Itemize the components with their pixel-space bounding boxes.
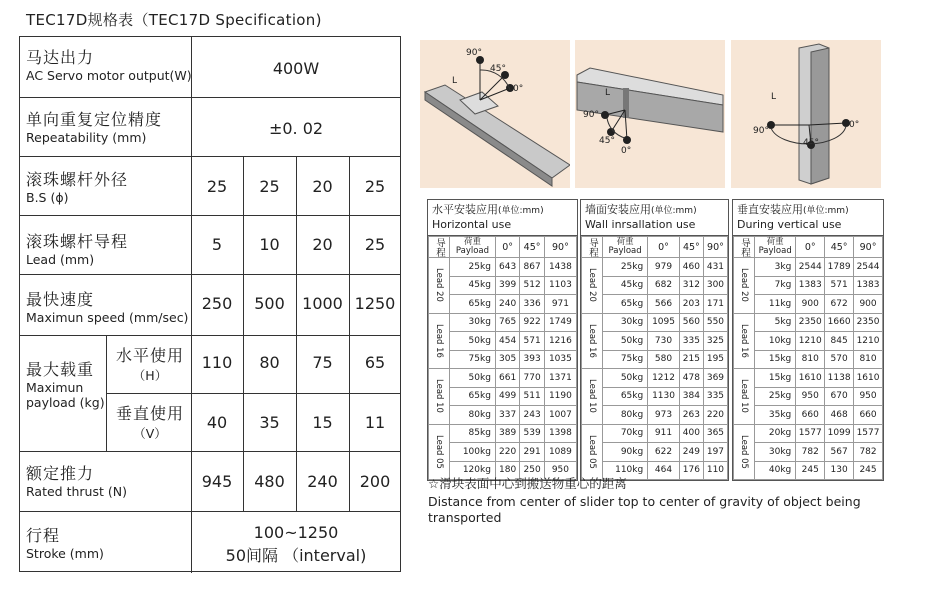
distance-cell: 950	[544, 461, 576, 480]
distance-cell: 922	[520, 313, 544, 332]
payload-cell: 25kg	[450, 258, 496, 277]
table-row	[429, 332, 577, 351]
distance-cell: 325	[703, 332, 727, 351]
distance-cell: 176	[679, 461, 703, 480]
payload-cell: 75kg	[450, 350, 496, 369]
distance-cell: 1577	[796, 424, 825, 443]
payload-header	[603, 237, 648, 258]
motor-label-cn: 马达出力	[26, 48, 95, 67]
spec-table	[19, 36, 401, 572]
table-row	[734, 276, 883, 295]
distance-cell: 171	[703, 295, 727, 314]
angle-label: 90°	[466, 48, 482, 58]
distance-cell: 245	[796, 461, 825, 480]
lead-label-cn: 滚珠螺杆导程	[26, 232, 129, 251]
table-title-en: During vertical use	[737, 218, 842, 231]
distance-cell: 399	[495, 276, 519, 295]
distance-cell: 560	[679, 313, 703, 332]
lead-header: 导程	[734, 237, 755, 258]
angle-0-header: 0°	[648, 237, 680, 258]
distance-cell: 670	[825, 387, 854, 406]
payload-header	[450, 237, 496, 258]
length-label: L	[771, 92, 777, 102]
distance-cell: 661	[495, 369, 519, 388]
payload-cell: 90kg	[603, 443, 648, 462]
lead-header: 导程	[582, 237, 603, 258]
distance-cell: 1383	[854, 276, 883, 295]
distance-cell: 468	[825, 406, 854, 425]
payload-cell: 80kg	[603, 406, 648, 425]
distance-cell: 335	[679, 332, 703, 351]
table-row	[582, 387, 728, 406]
distance-cell: 765	[495, 313, 519, 332]
angle-label: 90°	[583, 110, 599, 120]
thrust-label-cn: 额定推力	[26, 464, 95, 483]
payload-cell: 40kg	[755, 461, 796, 480]
distance-cell: 1130	[648, 387, 680, 406]
distance-cell: 1216	[544, 332, 576, 351]
distance-cell: 1577	[854, 424, 883, 443]
table-row	[734, 387, 883, 406]
table-row	[429, 443, 577, 462]
payload-cell: 3kg	[755, 258, 796, 277]
distance-cell: 1660	[825, 313, 854, 332]
table-unit: (单位:mm)	[651, 206, 697, 216]
angle-45-header: 45°	[825, 237, 854, 258]
length-label: L	[605, 88, 611, 98]
distance-cell: 130	[825, 461, 854, 480]
distance-cell: 220	[495, 443, 519, 462]
distance-cell: 180	[495, 461, 519, 480]
table-unit: (单位:mm)	[498, 206, 544, 216]
distance-cell: 950	[854, 387, 883, 406]
distance-cell: 580	[648, 350, 680, 369]
angle-90-header: 90°	[703, 237, 727, 258]
table-row	[734, 258, 883, 277]
angle-label: 0°	[513, 84, 524, 94]
thrust-value: 945	[201, 472, 233, 491]
repeat-label-cn: 单向重复定位精度	[26, 110, 163, 129]
payload-cell: 7kg	[755, 276, 796, 295]
bs-value: 25	[364, 177, 386, 196]
payload-label-cn: 最大载重	[26, 360, 95, 379]
lead-header: 导程	[429, 237, 450, 258]
distance-cell: 730	[648, 332, 680, 351]
distance-cell: 911	[648, 424, 680, 443]
repeat-value: ±0. 02	[268, 119, 324, 138]
distance-cell: 335	[703, 387, 727, 406]
payload-cell: 85kg	[450, 424, 496, 443]
payload-v-value: 35	[259, 413, 280, 432]
distance-cell: 336	[520, 295, 544, 314]
bs-label-cn: 滚珠螺杆外径	[26, 170, 129, 189]
wall-table	[580, 199, 729, 481]
distance-cell: 2350	[854, 313, 883, 332]
distance-cell: 512	[520, 276, 544, 295]
bs-label-en: B.S (ϕ)	[26, 190, 69, 205]
payload-cell: 11kg	[755, 295, 796, 314]
payload-v-value: 11	[364, 413, 386, 432]
table-title-en: Horizontal use	[432, 218, 512, 231]
table-row	[734, 461, 883, 480]
distance-cell: 1099	[825, 424, 854, 443]
repeat-label-en: Repeatability (mm)	[26, 130, 147, 145]
angle-label: 90°	[753, 126, 769, 136]
distance-cell: 2350	[796, 313, 825, 332]
distance-cell: 300	[703, 276, 727, 295]
distance-cell: 979	[648, 258, 680, 277]
thrust-label-en: Rated thrust (N)	[26, 484, 127, 499]
payload-cell: 65kg	[603, 387, 648, 406]
distance-cell: 1610	[854, 369, 883, 388]
table-row	[429, 258, 577, 277]
lead-group-label: Lead 20	[429, 258, 450, 314]
payload-header-cn: 荷重	[463, 237, 481, 247]
angle-90-header: 90°	[544, 237, 576, 258]
payload-header-en: Payload	[455, 246, 490, 256]
lead-group-label: Lead 10	[582, 369, 603, 425]
horizontal-table	[427, 199, 578, 481]
payload-v-cn: 垂直使用	[115, 404, 184, 423]
payload-cell: 20kg	[755, 424, 796, 443]
note-en: Distance from center of slider top to center of gravity of object being transported	[428, 494, 861, 525]
lead-label-en: Lead (mm)	[26, 252, 95, 267]
payload-cell: 25kg	[755, 387, 796, 406]
distance-cell: 900	[854, 295, 883, 314]
distance-cell: 203	[679, 295, 703, 314]
distance-cell: 1103	[544, 276, 576, 295]
angle-90-header: 90°	[854, 237, 883, 258]
distance-cell: 845	[825, 332, 854, 351]
distance-cell: 1210	[854, 332, 883, 351]
distance-cell: 810	[854, 350, 883, 369]
table-row	[734, 406, 883, 425]
vertical-actuator-drawing	[731, 40, 881, 188]
lead-group-label: Lead 16	[429, 313, 450, 369]
payload-cell: 110kg	[603, 461, 648, 480]
distance-cell: 1007	[544, 406, 576, 425]
distance-cell: 1212	[648, 369, 680, 388]
thrust-value: 480	[254, 472, 285, 491]
lead-group-label: Lead 20	[582, 258, 603, 314]
lead-value: 10	[259, 235, 280, 254]
payload-label-en2: payload (kg)	[26, 395, 105, 410]
speed-value: 1250	[354, 294, 396, 313]
distance-cell: 1095	[648, 313, 680, 332]
table-row	[582, 258, 728, 277]
distance-cell: 550	[703, 313, 727, 332]
payload-cell: 30kg	[755, 443, 796, 462]
payload-cell: 120kg	[450, 461, 496, 480]
distance-cell: 464	[648, 461, 680, 480]
distance-cell: 499	[495, 387, 519, 406]
payload-h-value: 80	[259, 353, 280, 372]
angle-label: 45°	[803, 138, 819, 148]
payload-cell: 35kg	[755, 406, 796, 425]
table-row	[734, 443, 883, 462]
payload-cell: 15kg	[755, 350, 796, 369]
payload-cell: 65kg	[450, 295, 496, 314]
distance-cell: 369	[703, 369, 727, 388]
distance-cell: 243	[520, 406, 544, 425]
stroke-value-interval: 50间隔 （interval)	[225, 546, 367, 565]
distance-cell: 197	[703, 443, 727, 462]
angle-0-header: 0°	[495, 237, 519, 258]
payload-cell: 65kg	[450, 387, 496, 406]
payload-header-cn: 荷重	[616, 237, 634, 247]
distance-cell: 312	[679, 276, 703, 295]
table-row	[734, 369, 883, 388]
distance-cell: 250	[520, 461, 544, 480]
table-title-en: Wall inrsallation use	[585, 218, 696, 231]
table-title-cn: 墙面安装应用	[585, 203, 651, 216]
lead-group-label: Lead 16	[582, 313, 603, 369]
table-row	[582, 369, 728, 388]
speed-label-en: Maximun speed (mm/sec)	[26, 310, 189, 325]
distance-cell: 971	[544, 295, 576, 314]
payload-header-cn: 荷重	[766, 237, 784, 247]
speed-value: 1000	[302, 294, 343, 313]
table-row	[582, 424, 728, 443]
distance-cell: 1789	[825, 258, 854, 277]
wall-mount-illustration	[575, 40, 725, 188]
payload-h-cn: 水平使用	[115, 346, 184, 365]
distance-cell: 660	[796, 406, 825, 425]
distance-cell: 454	[495, 332, 519, 351]
table-title-cn: 垂直安装应用	[737, 203, 803, 216]
speed-value: 250	[201, 294, 233, 313]
table-row	[429, 276, 577, 295]
payload-h-value: 75	[312, 353, 333, 372]
payload-cell: 50kg	[603, 332, 648, 351]
distance-cell: 1035	[544, 350, 576, 369]
distance-cell: 810	[796, 350, 825, 369]
distance-cell: 110	[703, 461, 727, 480]
vertical-table	[732, 199, 884, 481]
distance-cell: 566	[648, 295, 680, 314]
table-row	[734, 332, 883, 351]
payload-h-value: 110	[201, 353, 233, 372]
table-row	[734, 350, 883, 369]
distance-cell: 782	[854, 443, 883, 462]
table-row	[734, 313, 883, 332]
payload-header-en: Payload	[758, 246, 792, 256]
motor-value: 400W	[272, 59, 320, 78]
table-row	[582, 295, 728, 314]
distance-cell: 240	[495, 295, 519, 314]
distance-cell: 1089	[544, 443, 576, 462]
payload-v-en: （V）	[133, 426, 167, 441]
distance-cell: 511	[520, 387, 544, 406]
distance-cell: 1398	[544, 424, 576, 443]
distance-cell: 389	[495, 424, 519, 443]
table-unit: (单位:mm)	[803, 206, 849, 216]
table-row	[582, 313, 728, 332]
table-row	[582, 332, 728, 351]
distance-cell: 431	[703, 258, 727, 277]
payload-h-value: 65	[364, 353, 386, 372]
distance-cell: 567	[825, 443, 854, 462]
distance-cell: 672	[825, 295, 854, 314]
table-row	[582, 276, 728, 295]
distance-cell: 571	[825, 276, 854, 295]
length-label: L	[452, 76, 458, 86]
lead-group-label: Lead 10	[429, 369, 450, 425]
distance-cell: 1610	[796, 369, 825, 388]
distance-cell: 393	[520, 350, 544, 369]
payload-cell: 75kg	[603, 350, 648, 369]
payload-cell: 50kg	[450, 332, 496, 351]
table-row	[429, 369, 577, 388]
distance-cell: 460	[679, 258, 703, 277]
angle-label: 0°	[849, 120, 860, 130]
table-row	[429, 406, 577, 425]
angle-label: 45°	[490, 64, 506, 74]
distance-cell: 365	[703, 424, 727, 443]
horizontal-mount-illustration	[420, 40, 570, 188]
angle-45-header: 45°	[520, 237, 544, 258]
speed-label-cn: 最快速度	[26, 290, 95, 309]
payload-cell: 10kg	[755, 332, 796, 351]
payload-cell: 45kg	[603, 276, 648, 295]
lead-group-label: Lead 10	[734, 369, 755, 425]
payload-cell: 5kg	[755, 313, 796, 332]
payload-cell: 100kg	[450, 443, 496, 462]
distance-cell: 570	[825, 350, 854, 369]
stroke-label-cn: 行程	[26, 526, 61, 545]
lead-value: 20	[312, 235, 333, 254]
thrust-value: 240	[307, 472, 338, 491]
payload-v-value: 40	[206, 413, 228, 432]
table-row	[429, 350, 577, 369]
distance-cell: 291	[520, 443, 544, 462]
vertical-mount-illustration	[731, 40, 881, 188]
distance-cell: 660	[854, 406, 883, 425]
table-row	[429, 295, 577, 314]
distance-cell: 1138	[825, 369, 854, 388]
distance-cell: 249	[679, 443, 703, 462]
distance-cell: 1438	[544, 258, 576, 277]
lead-group-label: Lead 05	[582, 424, 603, 480]
distance-cell: 950	[796, 387, 825, 406]
distance-cell: 770	[520, 369, 544, 388]
table-row	[582, 406, 728, 425]
table-row	[582, 350, 728, 369]
distance-cell: 2544	[796, 258, 825, 277]
payload-cell: 50kg	[603, 369, 648, 388]
lead-group-label: Lead 16	[734, 313, 755, 369]
payload-label-en1: Maximun	[26, 380, 84, 395]
lead-group-label: Lead 05	[734, 424, 755, 480]
horizontal-actuator-drawing	[420, 40, 570, 188]
lead-value: 5	[211, 235, 223, 254]
speed-value: 500	[254, 294, 285, 313]
distance-cell: 337	[495, 406, 519, 425]
payload-cell: 45kg	[450, 276, 496, 295]
distance-cell: 400	[679, 424, 703, 443]
payload-header	[755, 237, 796, 258]
stroke-label-en: Stroke (mm)	[26, 546, 104, 561]
angle-label: 0°	[621, 146, 632, 156]
distance-cell: 305	[495, 350, 519, 369]
distance-cell: 195	[703, 350, 727, 369]
distance-cell: 220	[703, 406, 727, 425]
angle-45-header: 45°	[679, 237, 703, 258]
distance-cell: 384	[679, 387, 703, 406]
table-row	[734, 295, 883, 314]
distance-cell: 900	[796, 295, 825, 314]
payload-h-en: （H）	[132, 368, 168, 383]
distance-cell: 478	[679, 369, 703, 388]
payload-cell: 25kg	[603, 258, 648, 277]
distance-cell: 245	[854, 461, 883, 480]
angle-0-header: 0°	[796, 237, 825, 258]
distance-cell: 1371	[544, 369, 576, 388]
payload-v-value: 15	[312, 413, 333, 432]
table-title-cn: 水平安装应用	[432, 203, 498, 216]
distance-cell: 1210	[796, 332, 825, 351]
distance-cell: 263	[679, 406, 703, 425]
table-row	[429, 387, 577, 406]
table-row	[734, 424, 883, 443]
distance-cell: 1190	[544, 387, 576, 406]
distance-cell: 682	[648, 276, 680, 295]
table-row	[582, 443, 728, 462]
payload-cell: 15kg	[755, 369, 796, 388]
distance-cell: 2544	[854, 258, 883, 277]
bs-value: 25	[259, 177, 280, 196]
bs-value: 25	[206, 177, 228, 196]
stroke-value-range: 100~1250	[253, 523, 339, 542]
distance-cell: 622	[648, 443, 680, 462]
payload-cell: 80kg	[450, 406, 496, 425]
distance-cell: 643	[495, 258, 519, 277]
lead-group-label: Lead 20	[734, 258, 755, 314]
angle-label: 45°	[599, 136, 615, 146]
payload-cell: 70kg	[603, 424, 648, 443]
lead-value: 25	[364, 235, 386, 254]
motor-label-en: AC Servo motor output(W)	[26, 68, 192, 83]
distance-cell: 1383	[796, 276, 825, 295]
distance-cell: 973	[648, 406, 680, 425]
payload-cell: 30kg	[450, 313, 496, 332]
note-cn: ☆滑块表面中心到搬送物重心的距离	[428, 476, 627, 491]
bs-value: 20	[312, 177, 333, 196]
payload-header-en: Payload	[608, 246, 642, 256]
payload-cell: 50kg	[450, 369, 496, 388]
page-title: TEC17D规格表（TEC17D Specification)	[26, 11, 322, 29]
distance-cell: 782	[796, 443, 825, 462]
distance-cell: 215	[679, 350, 703, 369]
payload-cell: 65kg	[603, 295, 648, 314]
payload-cell: 30kg	[603, 313, 648, 332]
lead-group-label: Lead 05	[429, 424, 450, 480]
table-row	[429, 313, 577, 332]
thrust-value: 200	[359, 472, 391, 491]
table-row	[429, 424, 577, 443]
distance-cell: 1749	[544, 313, 576, 332]
distance-cell: 539	[520, 424, 544, 443]
distance-cell: 571	[520, 332, 544, 351]
distance-cell: 867	[520, 258, 544, 277]
